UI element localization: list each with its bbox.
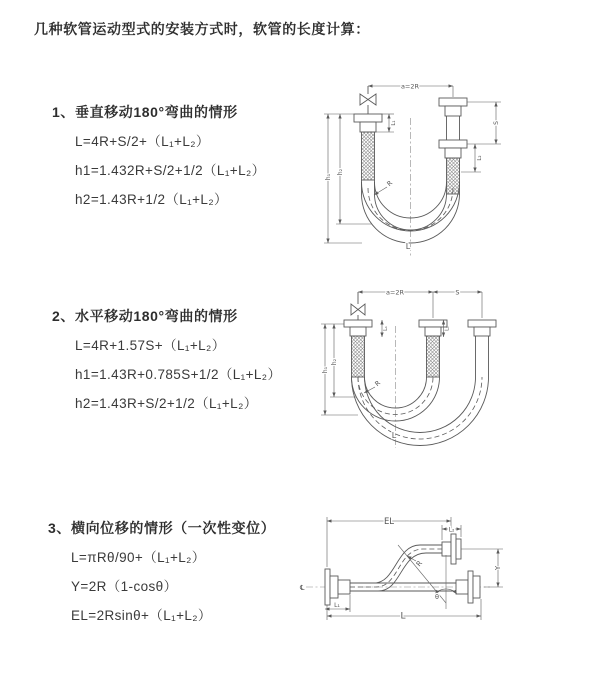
centerline-mark: ℄ bbox=[300, 584, 305, 592]
left-flange bbox=[344, 320, 372, 336]
dim-label-h1: h₁ bbox=[322, 366, 329, 374]
length-label: L bbox=[400, 611, 406, 622]
radius-label: R bbox=[414, 559, 425, 569]
valve-icon bbox=[360, 86, 376, 114]
page-title: 几种软管运动型式的安装方式时，软管的长度计算： bbox=[34, 21, 370, 37]
right-flange bbox=[468, 320, 496, 336]
section-1-heading: 1、垂直移动180°弯曲的情形 bbox=[52, 104, 238, 120]
dim-label-l2: L₂ bbox=[477, 155, 483, 161]
dim-label-el: EL bbox=[383, 517, 395, 527]
radius-label: R bbox=[385, 179, 395, 189]
braided-hose-section bbox=[362, 132, 375, 180]
right-flange-upper bbox=[439, 98, 467, 116]
dim-label-h1: h₁ bbox=[325, 173, 332, 181]
radius-label: R bbox=[373, 378, 383, 388]
formula-h1: h1=1.432R+S/2+1/2（L₁+L₂） bbox=[75, 163, 266, 178]
formula-y: Y=2R（1-cosθ） bbox=[71, 579, 178, 594]
formula-h2: h2=1.43R+S/2+1/2（L₁+L₂） bbox=[75, 396, 258, 411]
dim-label-a2r: a=2R bbox=[385, 288, 405, 297]
right-flange-original bbox=[456, 571, 480, 603]
length-label: L bbox=[391, 431, 397, 440]
dim-label-l2: L₂ bbox=[444, 326, 451, 331]
section-2 bbox=[52, 307, 281, 413]
formula-l: L=4R+S/2+（L₁+L₂） bbox=[75, 134, 210, 149]
formula-l: L=πRθ/90+（L₁+L₂） bbox=[71, 550, 206, 565]
valve-icon bbox=[351, 292, 365, 320]
diagram-vertical-180-bend bbox=[310, 72, 600, 262]
dim-label-l1: L₁ bbox=[383, 326, 389, 331]
dimensions bbox=[325, 517, 503, 622]
braided-hose-section bbox=[427, 336, 440, 377]
angle-label: θ bbox=[435, 593, 439, 601]
dim-label-s: S bbox=[455, 288, 460, 297]
hose-drawing bbox=[354, 86, 467, 256]
formula-h1: h1=1.43R+0.785S+1/2（L₁+L₂） bbox=[75, 367, 282, 382]
left-flange bbox=[325, 569, 350, 605]
middle-flange bbox=[419, 320, 447, 336]
section-2-heading: 2、水平移动180°弯曲的情形 bbox=[52, 308, 238, 324]
left-flange bbox=[354, 114, 382, 132]
dim-label-h2: h₂ bbox=[331, 358, 338, 366]
dim-label-h2: h₂ bbox=[337, 168, 344, 176]
dim-label-y: Y bbox=[494, 565, 502, 571]
hose-drawing bbox=[300, 534, 490, 609]
dim-label-s: S bbox=[493, 121, 500, 125]
section-3-heading: 3、横向位移的情形（一次性变位） bbox=[48, 520, 276, 536]
dimensions bbox=[324, 83, 501, 252]
right-flange-displaced bbox=[442, 534, 461, 564]
formula-el: EL=2Rsinθ+（L₁+L₂） bbox=[71, 608, 212, 623]
braided-hose-section bbox=[352, 336, 365, 377]
formula-h2: h2=1.43R+1/2（L₁+L₂） bbox=[75, 192, 228, 207]
section-1 bbox=[52, 103, 266, 209]
hose-drawing bbox=[344, 292, 496, 448]
dim-label-l1: L₁ bbox=[391, 120, 397, 126]
formula-l: L=4R+1.57S+（L₁+L₂） bbox=[75, 338, 226, 353]
dim-label-l2: L₂ bbox=[448, 526, 455, 534]
diagram-horizontal-180-bend bbox=[310, 282, 600, 452]
length-label: L bbox=[405, 242, 411, 251]
dim-label-a2r: a=2R bbox=[400, 82, 420, 91]
section-3 bbox=[48, 519, 275, 625]
right-flange-lower bbox=[439, 140, 467, 158]
dim-label-l1: L₁ bbox=[334, 602, 340, 609]
diagram-lateral-displacement bbox=[298, 497, 600, 639]
